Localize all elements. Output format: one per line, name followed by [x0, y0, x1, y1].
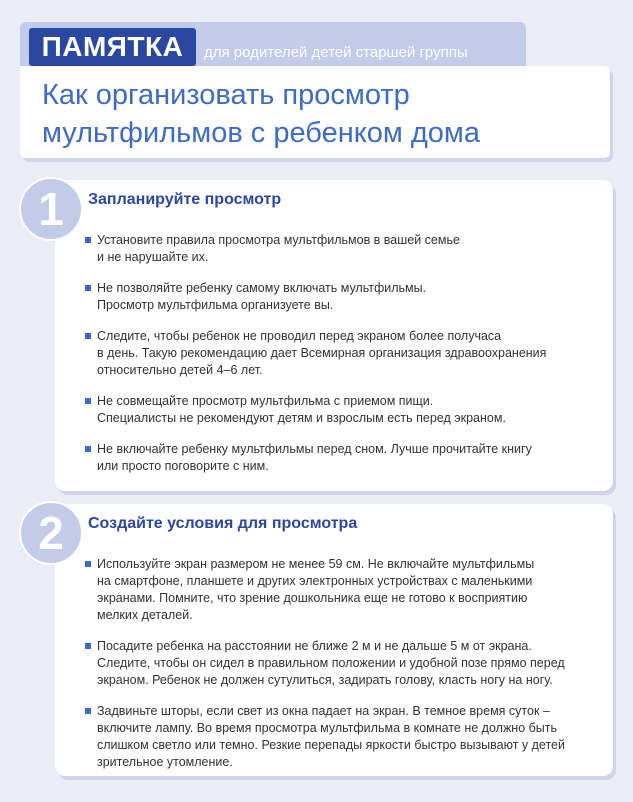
- item-line: в день. Такую рекомендацию дает Всемирная организация здравоохранения: [97, 346, 547, 360]
- item-line: Не совмещайте просмотр мультфильма с приемом пищи.: [97, 394, 434, 408]
- item-line: Просмотр мультфильма организуете вы.: [97, 298, 334, 312]
- title-card: [20, 66, 610, 158]
- item-line: Не включайте ребенку мультфильмы перед сном. Лучше прочитайте книгу: [97, 442, 532, 456]
- item-line: экранами. Помните, что зрение дошкольника еще не готово к восприятию: [97, 591, 528, 605]
- section-number-badge: 2: [19, 501, 83, 565]
- square-bullet-icon: [85, 285, 91, 291]
- item-line: относительно детей 4–6 лет.: [97, 363, 263, 377]
- list-item: [85, 328, 610, 379]
- item-line: и не нарушайте их.: [97, 250, 209, 264]
- square-bullet-icon: [85, 446, 91, 452]
- page-title-line: мультфильмов с ребенком дома: [42, 117, 480, 149]
- item-line: включите лампу. Во время просмотра мультфильма в комнате не должно быть: [97, 721, 558, 735]
- item-line: Установите правила просмотра мультфильмов в вашей семье: [97, 233, 460, 247]
- item-list: [85, 556, 610, 785]
- list-item: [85, 393, 610, 427]
- header-badge: ПАМЯТКА: [29, 28, 196, 66]
- item-line: Не позволяйте ребенку самому включать мультфильмы.: [97, 281, 427, 295]
- item-line: слишком светло или темно. Резкие перепады яркости быстро вызывают у детей: [97, 738, 565, 752]
- square-bullet-icon: [85, 561, 91, 567]
- square-bullet-icon: [85, 398, 91, 404]
- list-item: [85, 638, 610, 689]
- item-line: на смартфоне, планшете и других электронных устройствах с маленькими: [97, 574, 533, 588]
- section-number-badge: 1: [19, 177, 83, 241]
- header-subtitle: для родителей детей старшей группы: [204, 44, 468, 61]
- item-line: Посадите ребенка на расстоянии не ближе 2 м и не дальше 5 м от экрана.: [97, 639, 532, 653]
- item-line: Специалисты не рекомендуют детям и взрослым есть перед экраном.: [97, 411, 506, 425]
- list-item: [85, 703, 610, 771]
- square-bullet-icon: [85, 333, 91, 339]
- page-title: [42, 76, 602, 152]
- square-bullet-icon: [85, 708, 91, 714]
- page-title-line: Как организовать просмотр: [42, 79, 410, 111]
- section-card-1: [55, 180, 613, 491]
- item-line: экраном. Ребенок не должен сутулиться, задирать голову, класть ногу на ногу.: [97, 673, 553, 687]
- section-title: Создайте условия для просмотра: [88, 515, 358, 532]
- item-line: мелких деталей.: [97, 608, 193, 622]
- item-list: [85, 232, 610, 489]
- item-line: Следите, чтобы ребенок не проводил перед экраном более получаса: [97, 329, 502, 343]
- square-bullet-icon: [85, 643, 91, 649]
- item-line: Используйте экран размером не менее 59 см. Не включайте мультфильмы: [97, 557, 535, 571]
- list-item: [85, 280, 610, 314]
- section-card-2: [55, 504, 613, 776]
- item-line: зрительное утомление.: [97, 755, 233, 769]
- square-bullet-icon: [85, 237, 91, 243]
- list-item: [85, 556, 610, 624]
- list-item: [85, 441, 610, 475]
- item-line: Задвиньте шторы, если свет из окна падает на экран. В темное время суток –: [97, 704, 550, 718]
- section-title: Запланируйте просмотр: [88, 191, 282, 208]
- list-item: [85, 232, 610, 266]
- item-line: или просто поговорите с ним.: [97, 459, 269, 473]
- item-line: Следите, чтобы он сидел в правильном положении и удобной позе прямо перед: [97, 656, 565, 670]
